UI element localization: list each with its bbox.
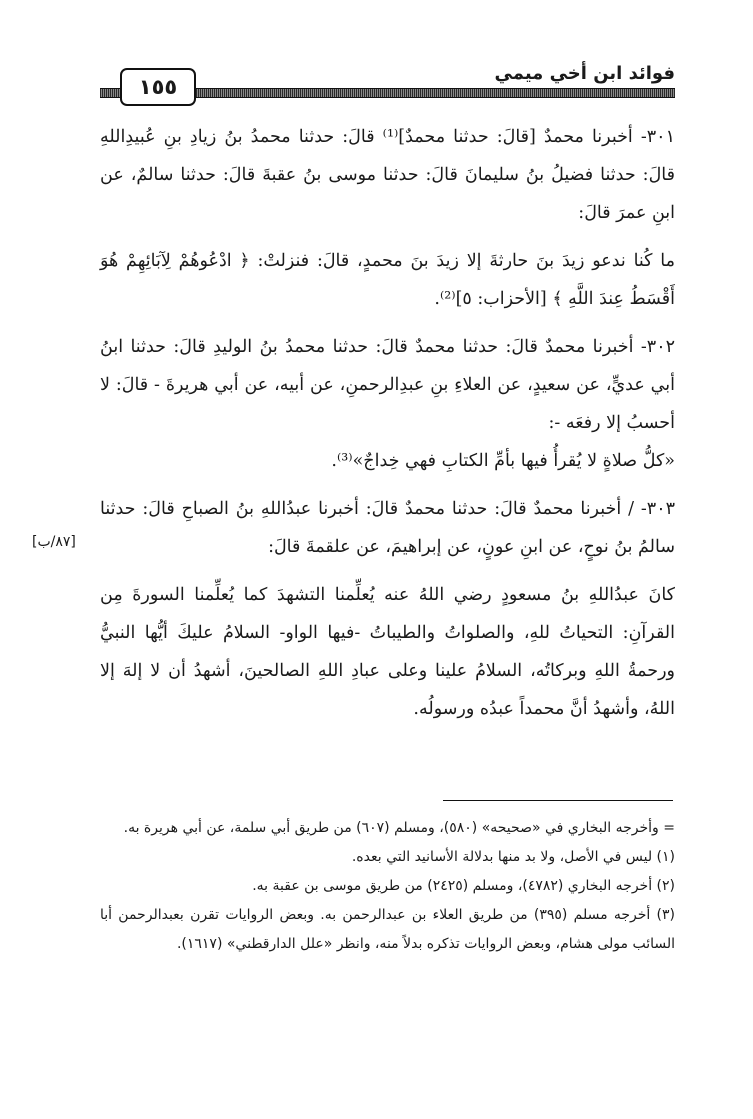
page-number: ١٥٥ [120, 68, 196, 106]
footnote-continuation: = وأخرجه البخاري في «صحيحه» (٥٨٠)، ومسلم (٦٠٧) من طريق أبي سلمة، عن أبي هريرة به. [123, 820, 675, 836]
hadith-303-text: كانَ عبدُاللهِ بنُ مسعودٍ رضي اللهُ عنه يُعلِّمنا التشهدَ كما يُعلِّمنا السورةَ مِن القرآنِ: التحياتُ للهِ، والصلواتُ والطيباتُ -فيها الواو- السلامُ عليكَ أيُّها النبيُّ ورحمةُ اللهِ وبركاتُه، السلامُ علينا وعلى عبادِ اللهِ الصالحينَ، أشهدُ أن لا إلهَ إلا اللهُ، وأشهدُ أنَّ محمداً عبدُه ورسولُه. [100, 585, 675, 719]
footnote-2: (٢) أخرجه البخاري (٤٧٨٢)، ومسلم (٢٤٢٥) من طريق موسى بن عقبة به. [252, 878, 675, 894]
margin-folio-note: [٨٧/ب] [32, 534, 76, 550]
hadith-301-text: ما كُنا ندعو زيدَ بنَ حارثةَ إلا زيدَ بنَ محمدٍ، قالَ: فنزلتْ: ﴿ ادْعُوهُمْ لِآبَائِهِمْ هُوَ أَقْسَطُ عِندَ اللَّهِ ﴾ [الأحزاب: ٥]⁽²⁾. [100, 251, 675, 309]
hadith-301-isnad: ٣٠١- أخبرنا محمدٌ [قالَ: حدثنا محمدٌ]⁽¹⁾ قالَ: حدثنا محمدُ بنُ زيادِ بنِ عُبيدِاللهِ قالَ: حدثنا فضيلُ بنُ سليمانَ قالَ: حدثنا موسى بنُ عقبةَ قالَ: حدثنا سالمٌ، عن ابنِ عمرَ قالَ: [100, 127, 675, 223]
running-title: فوائد ابن أخي ميمي [494, 63, 675, 84]
footnote-1: (١) ليس في الأصل، ولا بد منها بدلالة الأسانيد التي بعده. [351, 849, 675, 865]
footnote-3: (٣) أخرجه مسلم (٣٩٥) من طريق العلاء بن عبدالرحمن به. وبعض الروايات تقرن بعبدالرحمن أبا السائب مولى هشام، وبعض الروايات تذكره بدلاً منه، وانظر «علل الدارقطني» (١٦١٧). [100, 907, 675, 952]
hadith-302-isnad: ٣٠٢- أخبرنا محمدٌ قالَ: حدثنا محمدٌ قالَ: حدثنا محمدُ بنُ الوليدِ قالَ: حدثنا ابنُ أبي عديٍّ، عن سعيدٍ، عن العلاءِ بنِ عبدِالرحمنِ، عن أبيه، عن أبي هريرةَ - قالَ: لا أحسبُ إلا رفعَه -: [100, 337, 675, 433]
page-header [100, 62, 675, 106]
hadith-303-isnad: ٣٠٣- / أخبرنا محمدٌ قالَ: حدثنا محمدٌ قالَ: أخبرنا عبدُاللهِ بنُ الصباحِ قالَ: حدثنا سالمُ بنُ نوحٍ، عن ابنِ عونٍ، عن إبراهيمَ، عن علقمةَ قالَ: [100, 499, 675, 557]
main-text [100, 118, 675, 728]
footnotes [100, 814, 675, 959]
hadith-302-text: «كلُّ صلاةٍ لا يُقرأُ فيها بأمِّ الكتابِ فهي خِداجٌ»⁽³⁾. [331, 451, 675, 471]
footnote-divider [443, 800, 673, 801]
